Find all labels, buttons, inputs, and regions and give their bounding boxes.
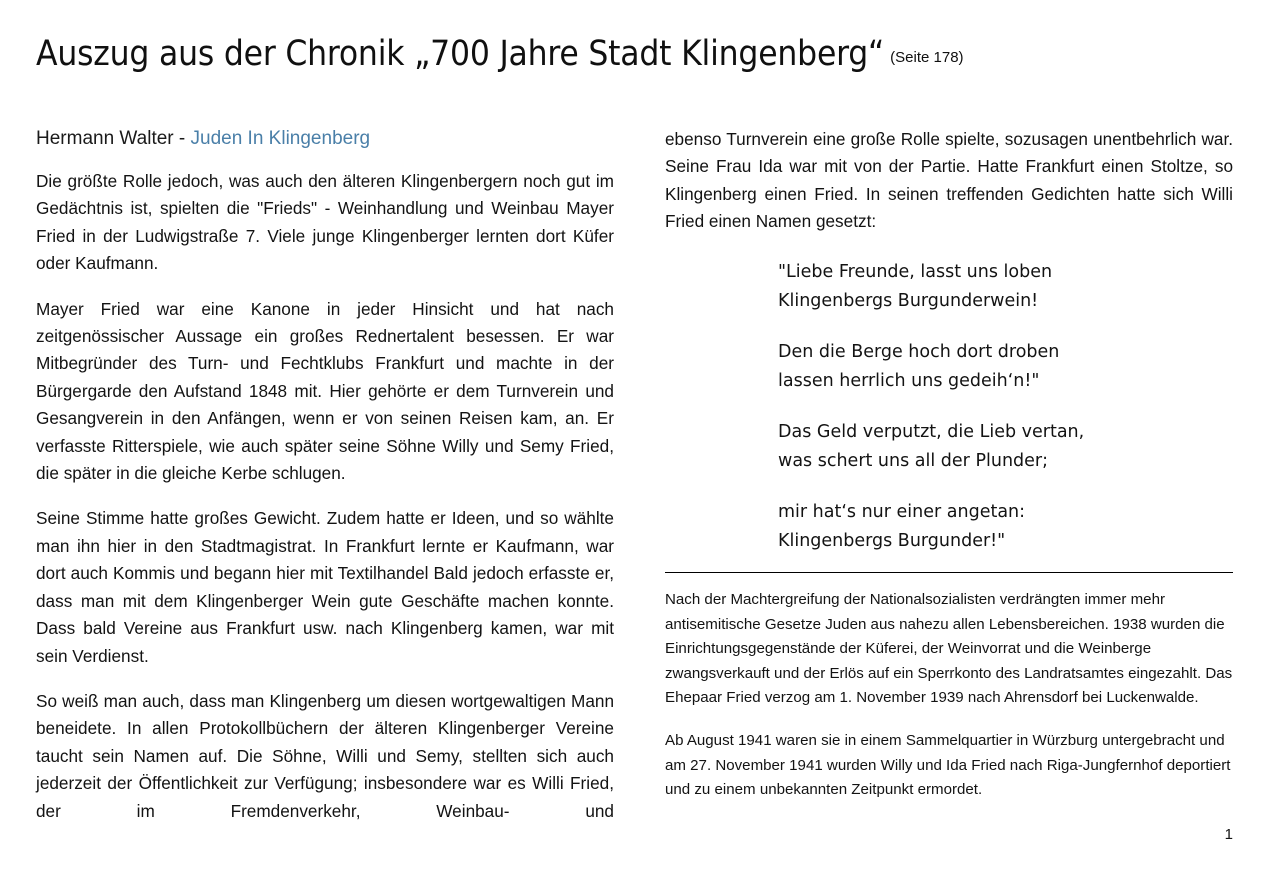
right-column [665, 126, 1233, 556]
poem-line: Klingenbergs Burgunder!" [778, 530, 1006, 551]
footnote-section [665, 588, 1237, 803]
poem-line: Den die Berge hoch dort droben [778, 341, 1060, 362]
byline-separator: - [178, 128, 186, 149]
poem-line: "Liebe Freunde, lasst uns loben [778, 261, 1053, 282]
poem-stanza-4 [778, 498, 1233, 556]
left-paragraph-1: Die größte Rolle jedoch, was auch den älteren Klingenbergern noch gut im Gedächtnis ist, spielten die "Frieds" - Weinhandlung und Weinbau Mayer Fried in der Ludwigstraße 7. Viele junge Klingenberger lernten dort Küfer oder Kaufmann. [36, 171, 614, 274]
left-paragraph-2: Mayer Fried war eine Kanone in jeder Hinsicht und hat nach zeitgenössischer Aussage ein großes Rednertalent besessen. Er war Mitbegründer des Turn- und Fechtklubs Frankfurt und machte in der Bürgergarde den Aufstand 1848 mit. Hier gehörte er dem Turnverein und Gesangverein in den Anfängen, wenn er von seinen Reisen kam, an. Er verfasste Ritterspiele, wie auch später seine Söhne Willy und Semy Fried, die später in die gleiche Kerbe schlugen. [36, 298, 614, 484]
footnote-paragraph-2: Ab August 1941 waren sie in einem Sammelquartier in Würzburg untergebracht und am 27. November 1941 wurden Willy und Ida Fried nach Riga-Jungfernhof deportiert und zu einem unbekannten Zeitpunkt ermordet. [665, 731, 1231, 799]
poem-line: Klingenbergs Burgunderwein! [778, 290, 1039, 311]
byline-author: Hermann Walter [36, 128, 174, 149]
poem-line: lassen herrlich uns gedeih‘n!" [778, 370, 1040, 391]
poem-line: Das Geld verputzt, die Lieb vertan, [778, 421, 1085, 442]
left-column [36, 126, 614, 852]
footnote-paragraph-1: Nach der Machtergreifung der Nationalsozialisten verdrängten immer mehr antisemitische Gesetze Juden aus nahezu allen Lebensbereichen. 1938 wurden die Einrichtungsgegenstände der Küferei, der Weinvorrat und die Weinberge zwangsverkauft und der Erlös auf ein Sperrkonto des Landratsamtes eingezahlt. Das Ehepaar Fried verzog am 1. November 1939 nach Ahrensdorf bei Luckenwalde. [665, 591, 1233, 707]
page-number: 1 [1224, 826, 1233, 843]
section-divider [665, 572, 1233, 573]
poem-stanza-1 [778, 258, 1233, 316]
poem-line: was schert uns all der Plunder; [778, 450, 1049, 471]
document-title-page-reference: (Seite 178) [890, 49, 964, 66]
poem-stanza-3 [778, 418, 1233, 476]
document-title-text: Auszug aus der Chronik „700 Jahre Stadt Klingenberg“ [36, 34, 885, 74]
byline [36, 126, 614, 152]
right-intro-paragraph: ebenso Turnverein eine große Rolle spielte, sozusagen unentbehrlich war. Seine Frau Ida war mit von der Partie. Hatte Frankfurt einen Stoltze, so Klingenberg einen Fried. In seinen treffenden Gedichten hatte sich Willi Fried einen Namen gesetzt: [665, 129, 1233, 232]
byline-topic: Juden In Klingenberg [190, 128, 371, 149]
poem-line: mir hat‘s nur einer angetan: [778, 501, 1026, 522]
left-paragraph-3: Seine Stimme hatte großes Gewicht. Zudem hatte er Ideen, und so wählte man ihn hier in den Stadtmagistrat. In Frankfurt lernte er Kaufmann, war dort auch Kommis und begann hier mit Textilhandel Bald jedoch erfasste er, dass man mit dem Klingenberger Wein gute Geschäfte machen konnte. Dass bald Vereine aus Frankfurt usw. nach Klingenberg kamen, war mit sein Verdienst. [36, 508, 614, 666]
page-title [36, 34, 1226, 74]
poem [778, 258, 1233, 556]
poem-stanza-2 [778, 338, 1233, 396]
left-paragraph-4: So weiß man auch, dass man Klingenberg um diesen wortgewaltigen Mann beneidete. In allen Protokollbüchern der älteren Klingenberger Vereine taucht sein Namen auf. Die Söhne, Willi und Semy, stellten sich auch jederzeit der Öffentlichkeit zur Verfügung; insbesondere war es Willi Fried, der im Fremdenverkehr, Weinbau- und [36, 690, 614, 821]
